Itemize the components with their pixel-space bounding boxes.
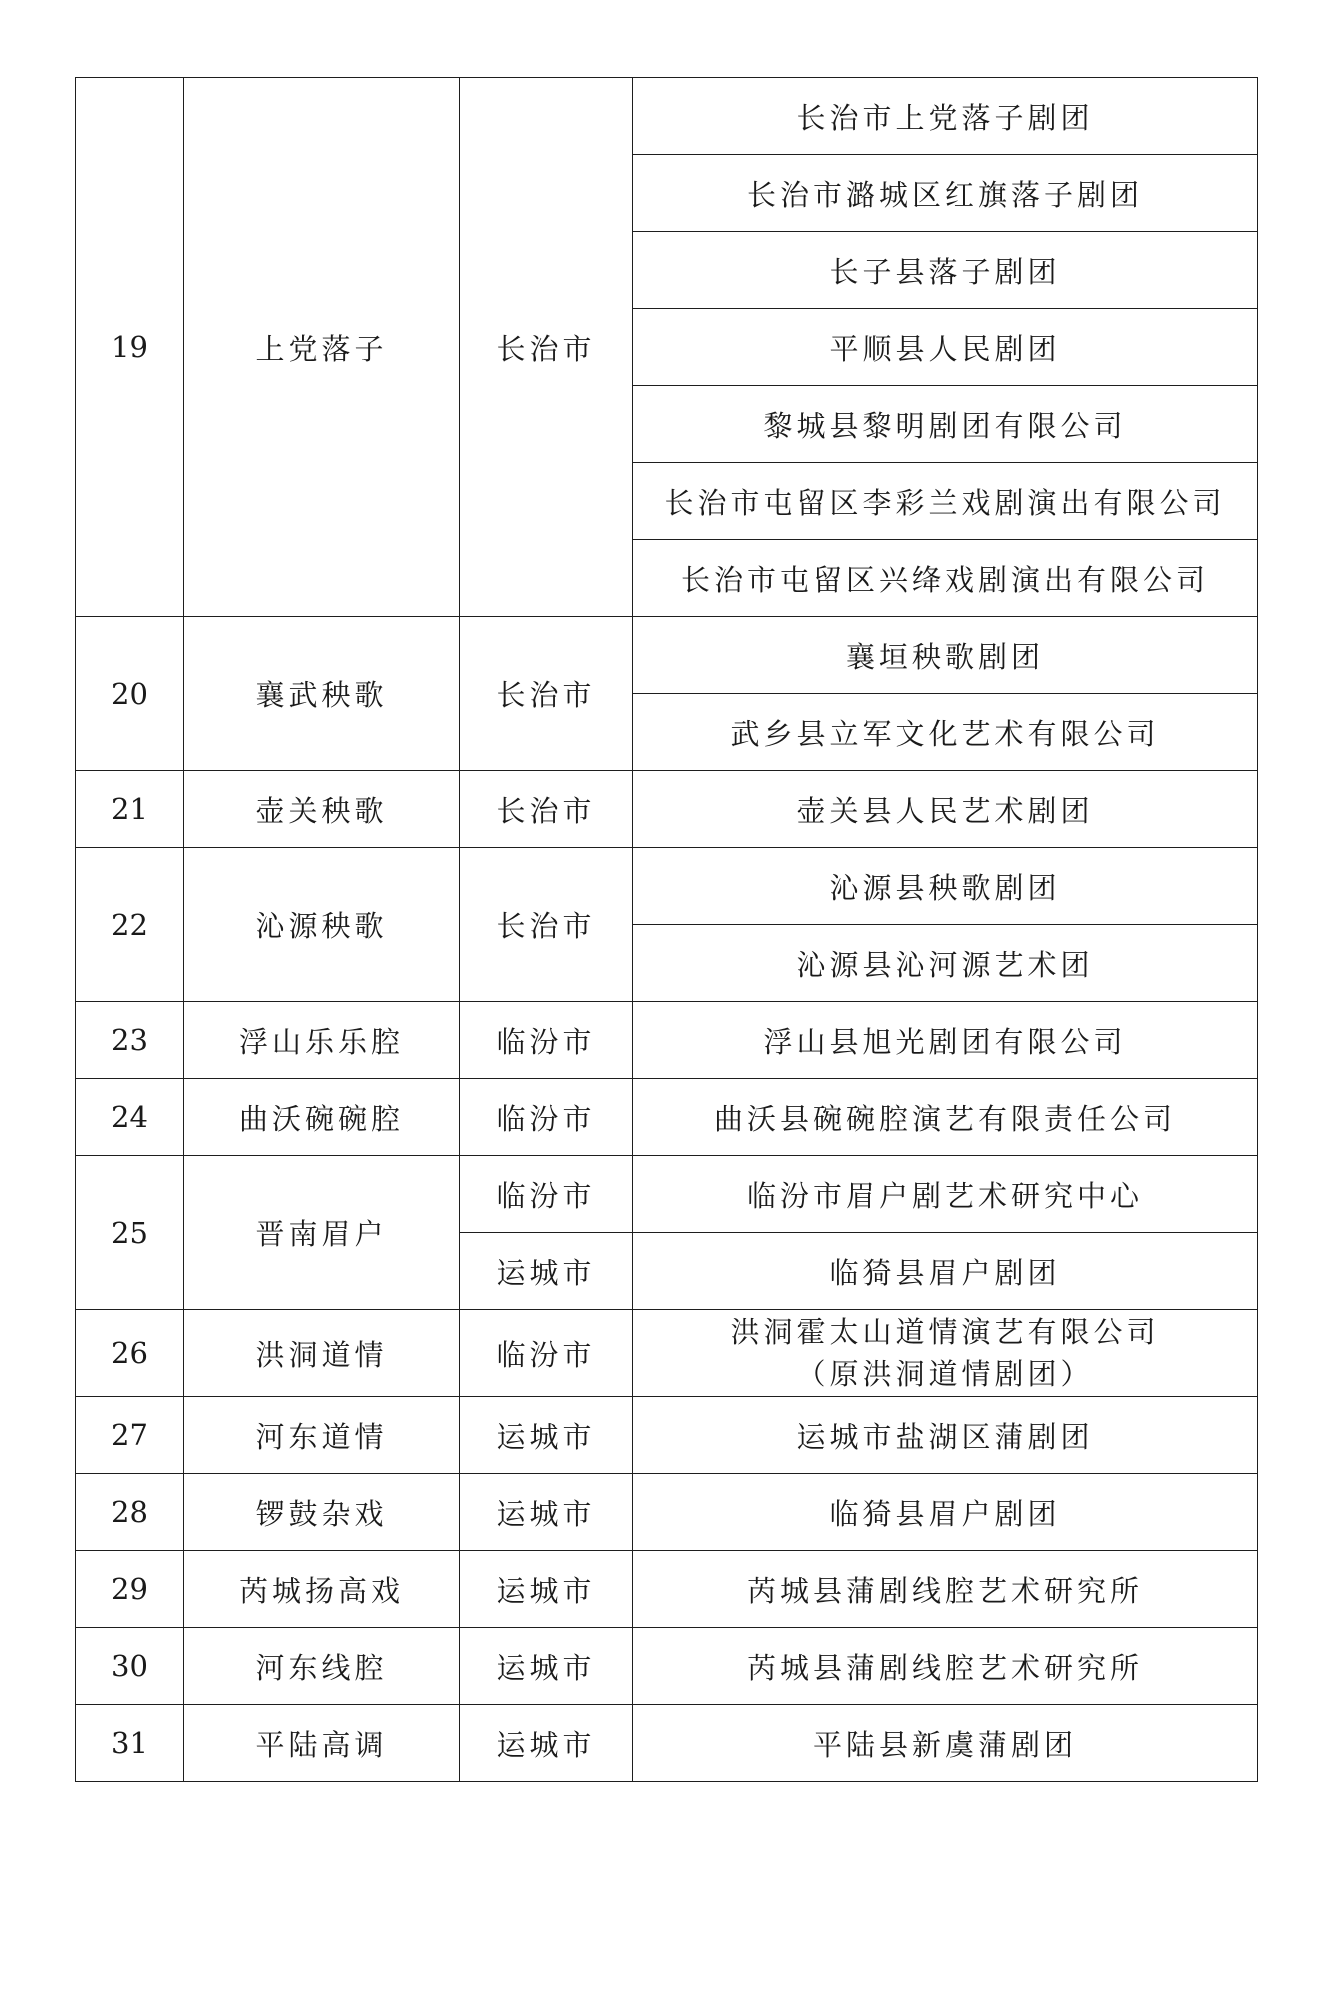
city-name: 长治市	[460, 78, 633, 617]
city-name: 运城市	[460, 1551, 633, 1628]
troupe-name: 平陆县新虞蒲剧团	[633, 1705, 1258, 1782]
troupe-name: 芮城县蒲剧线腔艺术研究所	[633, 1628, 1258, 1705]
table-row	[76, 1551, 1258, 1628]
table-row	[76, 1474, 1258, 1551]
row-number: 28	[76, 1474, 184, 1551]
genre-name: 晋南眉户	[184, 1156, 460, 1310]
city-name: 运城市	[460, 1705, 633, 1782]
table-row	[76, 1628, 1258, 1705]
troupe-name: 黎城县黎明剧团有限公司	[633, 386, 1258, 463]
troupe-name: 沁源县沁河源艺术团	[633, 925, 1258, 1002]
row-number: 26	[76, 1310, 184, 1397]
troupe-name	[633, 1310, 1258, 1397]
genre-name: 襄武秧歌	[184, 617, 460, 771]
troupe-former-name: （原洪洞道情剧团）	[796, 1357, 1094, 1391]
table-row	[76, 1079, 1258, 1156]
row-number: 20	[76, 617, 184, 771]
row-number: 30	[76, 1628, 184, 1705]
row-number: 24	[76, 1079, 184, 1156]
troupe-name: 临猗县眉户剧团	[633, 1233, 1258, 1310]
city-name: 运城市	[460, 1628, 633, 1705]
troupe-name: 襄垣秧歌剧团	[633, 617, 1258, 694]
genre-name: 锣鼓杂戏	[184, 1474, 460, 1551]
troupe-table	[75, 77, 1258, 1782]
troupe-name: 平顺县人民剧团	[633, 309, 1258, 386]
genre-name: 沁源秧歌	[184, 848, 460, 1002]
table-row	[76, 1156, 1258, 1233]
troupe-name: 曲沃县碗碗腔演艺有限责任公司	[633, 1079, 1258, 1156]
table-row	[76, 1002, 1258, 1079]
city-name: 长治市	[460, 848, 633, 1002]
troupe-name: 长治市屯留区兴绛戏剧演出有限公司	[633, 540, 1258, 617]
troupe-name-line: 洪洞霍太山道情演艺有限公司	[730, 1315, 1160, 1349]
genre-name: 河东线腔	[184, 1628, 460, 1705]
row-number: 23	[76, 1002, 184, 1079]
city-name: 临汾市	[460, 1002, 633, 1079]
genre-name: 芮城扬高戏	[184, 1551, 460, 1628]
genre-name: 洪洞道情	[184, 1310, 460, 1397]
troupe-name: 长治市潞城区红旗落子剧团	[633, 155, 1258, 232]
genre-name: 浮山乐乐腔	[184, 1002, 460, 1079]
table-row	[76, 78, 1258, 155]
genre-name: 平陆高调	[184, 1705, 460, 1782]
row-number: 21	[76, 771, 184, 848]
table-row	[76, 617, 1258, 694]
city-name: 临汾市	[460, 1310, 633, 1397]
genre-name: 上党落子	[184, 78, 460, 617]
row-number: 27	[76, 1397, 184, 1474]
troupe-name: 沁源县秧歌剧团	[633, 848, 1258, 925]
troupe-name: 浮山县旭光剧团有限公司	[633, 1002, 1258, 1079]
troupe-name: 武乡县立军文化艺术有限公司	[633, 694, 1258, 771]
troupe-name: 芮城县蒲剧线腔艺术研究所	[633, 1551, 1258, 1628]
genre-name: 河东道情	[184, 1397, 460, 1474]
city-name: 临汾市	[460, 1156, 633, 1233]
genre-name: 曲沃碗碗腔	[184, 1079, 460, 1156]
city-name: 运城市	[460, 1233, 633, 1310]
city-name: 长治市	[460, 617, 633, 771]
troupe-name: 临猗县眉户剧团	[633, 1474, 1258, 1551]
row-number: 25	[76, 1156, 184, 1310]
table-row	[76, 771, 1258, 848]
troupe-name: 长治市上党落子剧团	[633, 78, 1258, 155]
troupe-name: 运城市盐湖区蒲剧团	[633, 1397, 1258, 1474]
city-name: 长治市	[460, 771, 633, 848]
table-row	[76, 1705, 1258, 1782]
row-number: 19	[76, 78, 184, 617]
troupe-name: 长治市屯留区李彩兰戏剧演出有限公司	[633, 463, 1258, 540]
table-row	[76, 1310, 1258, 1397]
row-number: 31	[76, 1705, 184, 1782]
troupe-name: 临汾市眉户剧艺术研究中心	[633, 1156, 1258, 1233]
table-row	[76, 1397, 1258, 1474]
troupe-name: 壶关县人民艺术剧团	[633, 771, 1258, 848]
row-number: 29	[76, 1551, 184, 1628]
city-name: 运城市	[460, 1474, 633, 1551]
row-number: 22	[76, 848, 184, 1002]
city-name: 临汾市	[460, 1079, 633, 1156]
genre-name: 壶关秧歌	[184, 771, 460, 848]
city-name: 运城市	[460, 1397, 633, 1474]
troupe-name: 长子县落子剧团	[633, 232, 1258, 309]
table-row	[76, 848, 1258, 925]
